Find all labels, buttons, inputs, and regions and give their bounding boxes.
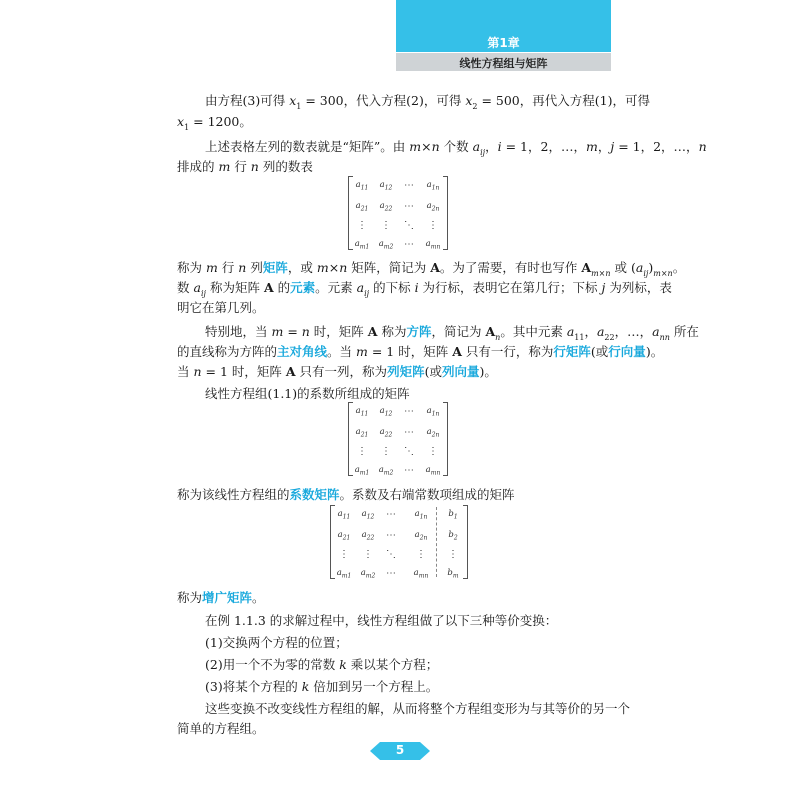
- matrix-entry: $a_{mn}$: [425, 465, 441, 477]
- subscript: m×n: [653, 268, 673, 278]
- text: = 500，再代入方程(1)，可得: [477, 93, 650, 108]
- text: 所在: [669, 324, 699, 339]
- matrix-entry: $a_{12}$: [379, 180, 393, 192]
- text: 。: [672, 260, 686, 275]
- text: ，…，: [614, 324, 653, 339]
- matrix-entry: $a_{1n}$: [426, 406, 440, 418]
- text: (3)将某个方程的: [205, 679, 302, 694]
- matrix-entry: ⋯: [404, 239, 414, 250]
- text: 由方程(3)可得: [205, 93, 290, 108]
- matrix-entry: ⋯: [404, 465, 414, 476]
- page-number: 5: [395, 743, 405, 757]
- matrix-entry: ⋯: [404, 427, 414, 438]
- matrix-entry: $a_{2n}$: [426, 201, 440, 213]
- paragraph-aug-def: [177, 588, 627, 607]
- matrix-entry: ⋱: [404, 446, 414, 457]
- var: k: [301, 679, 310, 694]
- matrix-entry: $a_{mn}$: [413, 568, 429, 580]
- text: 。为了需要，有时也写作: [439, 260, 582, 275]
- var: n: [193, 364, 202, 379]
- paragraph-transforms-intro: [177, 611, 655, 630]
- matrix-entry: $a_{21}$: [337, 530, 351, 542]
- subscript: nn: [659, 332, 670, 342]
- matrix-entry: $a_{21}$: [355, 427, 369, 439]
- term-row-matrix: 行矩阵: [553, 344, 591, 359]
- chapter-label: 第1章: [487, 36, 520, 50]
- subscript: m×n: [591, 268, 611, 278]
- text: 列: [246, 260, 263, 275]
- subscript: ij: [200, 288, 206, 298]
- var: a: [652, 324, 660, 339]
- var: n: [301, 324, 310, 339]
- paragraph-matrix-def-line3: [177, 298, 627, 317]
- text: 称为: [177, 590, 203, 605]
- text: 只有一行，称为: [461, 344, 554, 359]
- var: i: [414, 280, 419, 295]
- term-column-matrix: 列矩阵: [387, 364, 425, 379]
- matrix-entry: ⋱: [386, 549, 396, 560]
- term-square-matrix: 方阵: [406, 324, 432, 339]
- matrix-entry: $a_{22}$: [379, 201, 393, 213]
- var: m: [585, 139, 598, 154]
- augment-separator: [436, 507, 437, 577]
- bold-var: A: [485, 324, 496, 339]
- matrix-entry: $a_{m2}$: [360, 568, 376, 580]
- matrix-entry: ⋮: [381, 220, 391, 231]
- var: n: [698, 139, 707, 154]
- text: (或: [590, 344, 609, 359]
- matrix-entry: ⋮: [428, 220, 438, 231]
- matrix-entry: ⋮: [357, 446, 367, 457]
- matrix-entry: ⋯: [404, 180, 414, 191]
- text: (或: [424, 364, 442, 379]
- var: a: [472, 139, 481, 154]
- var: x: [465, 93, 473, 108]
- text: (1)交换两个方程的位置；: [205, 635, 348, 650]
- text: ×: [421, 139, 432, 154]
- var: m: [218, 159, 231, 174]
- matrix-entry: ⋯: [386, 530, 396, 541]
- matrix-entry: ⋮: [416, 549, 426, 560]
- var: m: [356, 344, 368, 359]
- matrix-entry: $a_{mn}$: [425, 239, 441, 251]
- text: ，简记为: [431, 324, 486, 339]
- text: 为列标，表: [605, 280, 672, 295]
- matrix-entry: $a_{1n}$: [414, 509, 428, 521]
- text: 明它在第几列。: [177, 300, 265, 315]
- text: = 1，2，…，: [501, 139, 586, 154]
- matrix-entry: $a_{2n}$: [414, 530, 428, 542]
- list-item: [177, 633, 655, 652]
- text: 只有一列，称为: [295, 364, 388, 379]
- term-column-vector: 列向量: [441, 364, 480, 379]
- matrix-entry: $a_{11}$: [337, 509, 351, 521]
- matrix-entry: $b_2$: [448, 530, 458, 542]
- text: 。元素: [315, 280, 357, 295]
- text: 为行标，表明它在第几行；下标: [418, 280, 602, 295]
- var: m: [205, 260, 218, 275]
- text: 上述表格左列的数表就是“矩阵”。由: [205, 139, 410, 154]
- bold-var: A: [430, 260, 440, 275]
- text: = 1200。: [189, 114, 252, 129]
- var: a: [566, 324, 575, 339]
- matrix-entry: ⋯: [404, 201, 414, 212]
- text: 称为: [177, 260, 206, 275]
- text: 排成的: [177, 159, 219, 174]
- matrix-entry: $a_{1n}$: [426, 180, 440, 192]
- matrix-entry: $a_{m2}$: [378, 239, 394, 251]
- matrix-entry: $a_{12}$: [361, 509, 375, 521]
- subscript: ij: [480, 147, 486, 157]
- text: 。: [252, 590, 265, 605]
- subscript: 1: [296, 101, 302, 111]
- paragraph-coef-def: [177, 485, 627, 504]
- matrix-entry: ⋯: [386, 509, 396, 520]
- text: 乘以某个方程；: [346, 657, 439, 672]
- term-augmented-matrix: 增广矩阵: [202, 590, 253, 605]
- bold-var: A: [263, 280, 274, 295]
- var: n: [250, 159, 259, 174]
- text: 矩阵，简记为: [347, 260, 431, 275]
- matrix-entry: $a_{11}$: [355, 180, 369, 192]
- subscript: 22: [604, 332, 615, 342]
- subscript: 2: [472, 101, 478, 111]
- var: n: [339, 260, 348, 275]
- text: ，或: [287, 260, 317, 275]
- text: 称为矩阵: [205, 280, 264, 295]
- paragraph-matrix-intro-line2: [177, 157, 627, 176]
- var: x: [177, 114, 185, 129]
- list-item: [177, 655, 655, 674]
- text: = 1 时，矩阵: [367, 344, 453, 359]
- var: m: [271, 324, 284, 339]
- text: 。系数及右端常数项组成的矩阵: [339, 487, 515, 502]
- text: 称为该线性方程组的: [177, 487, 290, 502]
- term-row-vector: 行向量: [608, 344, 646, 359]
- term-matrix: 矩阵: [262, 260, 288, 275]
- matrix-entry: ⋯: [404, 406, 414, 417]
- text: 的直线称为方阵的: [177, 344, 278, 359]
- matrix-entry: ⋮: [357, 220, 367, 231]
- text: =: [283, 324, 302, 339]
- matrix-entry: $a_{m1}$: [354, 239, 370, 251]
- text: 列的数表: [258, 159, 313, 174]
- bold-var: A: [285, 364, 296, 379]
- text: 时，矩阵: [309, 324, 368, 339]
- subscript: ij: [643, 268, 649, 278]
- text: = 1 时，矩阵: [201, 364, 286, 379]
- subscript: 1: [184, 122, 190, 132]
- subscript: 11: [574, 332, 585, 342]
- text: = 300，代入方程(2)，可得: [301, 93, 466, 108]
- text: = 1，2，…，: [614, 139, 699, 154]
- var: a: [356, 280, 365, 295]
- matrix-entry: ⋮: [381, 446, 391, 457]
- paragraph-square-line3: [177, 362, 627, 381]
- matrix-entry: $a_{22}$: [361, 530, 375, 542]
- text: 线性方程组(1.1)的系数所组成的矩阵: [205, 386, 410, 401]
- text: ，: [485, 139, 498, 154]
- term-main-diagonal: 主对角线: [277, 344, 328, 359]
- text: 称为: [377, 324, 407, 339]
- text: 行: [230, 159, 251, 174]
- text: 个数: [439, 139, 473, 154]
- text: 当: [177, 364, 194, 379]
- text: 数: [177, 280, 194, 295]
- var: n: [431, 139, 440, 154]
- matrix-entry: ⋮: [448, 549, 458, 560]
- var: m: [409, 139, 422, 154]
- text: 这些变换不改变线性方程组的解，从而将整个方程组变形为与其等价的另一个: [205, 701, 631, 716]
- paragraph-solve-line2: [177, 112, 627, 137]
- var: n: [238, 260, 247, 275]
- paragraph-conclusion-line1: [177, 699, 655, 718]
- text: 。当: [327, 344, 357, 359]
- matrix-entry: ⋱: [404, 220, 414, 231]
- var: i: [497, 139, 502, 154]
- matrix-general: [348, 176, 448, 250]
- matrix-entry: $a_{m1}$: [336, 568, 352, 580]
- subscript: ij: [364, 288, 370, 298]
- subscript: n: [495, 332, 501, 342]
- text: (2)用一个不为零的常数: [205, 657, 340, 672]
- text: 在例 1.1.3 的求解过程中，线性方程组做了以下三种等价变换：: [205, 613, 558, 628]
- matrix-entry: $a_{11}$: [355, 406, 369, 418]
- matrix-entry: $a_{22}$: [379, 427, 393, 439]
- var: x: [289, 93, 297, 108]
- page-number-badge: [370, 742, 430, 760]
- text: 的下标: [369, 280, 415, 295]
- matrix-entry: $a_{m2}$: [378, 465, 394, 477]
- paragraph-conclusion-line2: [177, 719, 627, 738]
- text: )。: [645, 344, 664, 359]
- matrix-entry: $b_m$: [447, 568, 459, 580]
- var: a: [635, 260, 644, 275]
- term-coefficient-matrix: 系数矩阵: [289, 487, 340, 502]
- matrix-entry: $b_1$: [448, 509, 458, 521]
- bold-var: A: [581, 260, 592, 275]
- matrix-entry: $a_{21}$: [355, 201, 369, 213]
- matrix-augmented: [330, 505, 468, 579]
- var: a: [596, 324, 605, 339]
- var: j: [610, 139, 615, 154]
- text: 简单的方程组。: [177, 721, 265, 736]
- paragraph-square-line2: [177, 342, 664, 361]
- text: 的: [273, 280, 291, 295]
- matrix-entry: ⋮: [428, 446, 438, 457]
- bold-var: A: [452, 344, 462, 359]
- text: 特别地，当: [205, 324, 272, 339]
- term-element: 元素: [290, 280, 316, 295]
- text: ×: [328, 260, 340, 275]
- text: 或 (: [610, 260, 636, 275]
- text: )。: [479, 364, 497, 379]
- matrix-entry: $a_{m1}$: [354, 465, 370, 477]
- matrix-entry: $a_{12}$: [379, 406, 393, 418]
- text: ，: [584, 324, 597, 339]
- matrix-entry: ⋮: [339, 549, 349, 560]
- var: m: [316, 260, 329, 275]
- text: ): [648, 260, 654, 275]
- matrix-entry: ⋮: [363, 549, 373, 560]
- chapter-title: 线性方程组与矩阵: [459, 57, 548, 70]
- text: ，: [597, 139, 611, 154]
- text: 倍加到另一个方程上。: [309, 679, 439, 694]
- matrix-entry: ⋯: [386, 568, 396, 579]
- bold-var: A: [367, 324, 378, 339]
- var: a: [193, 280, 201, 295]
- paragraph-coef-intro: [177, 384, 655, 403]
- var: j: [601, 280, 606, 295]
- text: 行: [217, 260, 239, 275]
- matrix-entry: $a_{2n}$: [426, 427, 440, 439]
- var: k: [339, 657, 347, 672]
- text: 。其中元素: [500, 324, 567, 339]
- matrix-coefficient: [348, 402, 448, 476]
- list-item: [177, 677, 655, 696]
